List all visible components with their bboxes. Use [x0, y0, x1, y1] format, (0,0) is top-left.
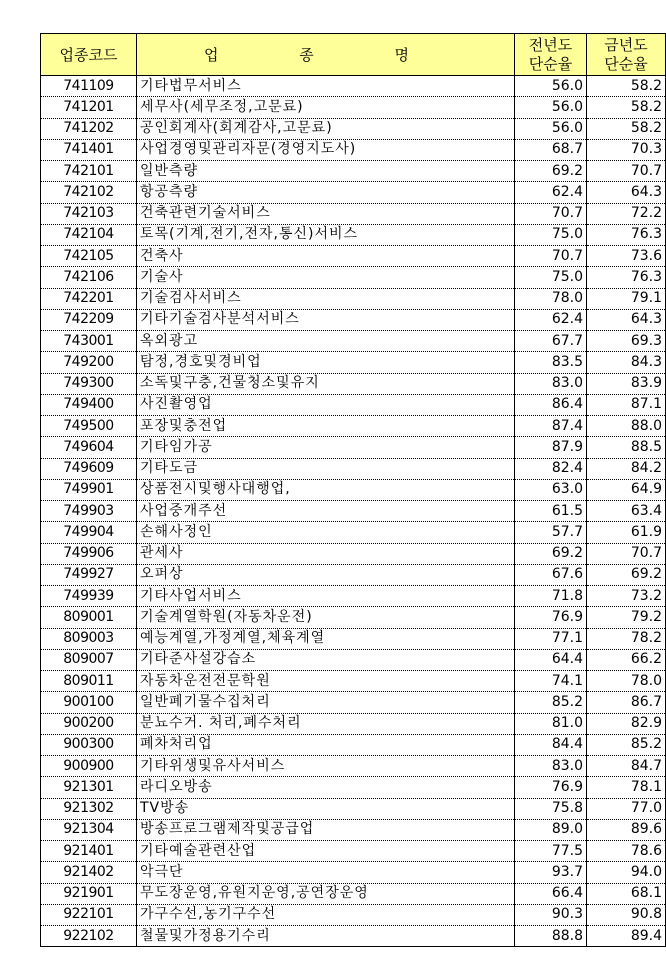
row-prev-rate: 87.9 [515, 437, 587, 458]
row-name: 기술사 [137, 267, 515, 288]
row-curr-rate: 72.2 [587, 203, 666, 224]
row-curr-rate: 94.0 [587, 862, 666, 883]
row-curr-rate: 73.6 [587, 246, 666, 267]
table-row [41, 76, 666, 97]
row-code: 749500 [41, 416, 137, 437]
table-row [41, 628, 666, 649]
row-name: 기타예술관련산업 [137, 841, 515, 862]
table-row [41, 161, 666, 182]
row-prev-rate: 81.0 [515, 713, 587, 734]
row-name: 방송프로그램제작및공급업 [137, 819, 515, 840]
table-row [41, 883, 666, 904]
header-prev-line1: 전년도 [528, 35, 573, 54]
row-name: 기술계열학원(자동차운전) [137, 607, 515, 628]
row-code: 749904 [41, 522, 137, 543]
row-prev-rate: 77.5 [515, 841, 587, 862]
row-code: 742209 [41, 309, 137, 330]
table-row [41, 394, 666, 415]
row-prev-rate: 62.4 [515, 182, 587, 203]
row-curr-rate: 64.3 [587, 309, 666, 330]
row-code: 749903 [41, 501, 137, 522]
header-code: 업종코드 [41, 34, 137, 76]
row-name: 철물및가정용기수리 [137, 926, 515, 947]
table-row [41, 373, 666, 394]
row-name: 오퍼상 [137, 564, 515, 585]
header-prev-line2: 단순율 [528, 54, 573, 73]
row-code: 921302 [41, 798, 137, 819]
table-row [41, 777, 666, 798]
row-prev-rate: 62.4 [515, 309, 587, 330]
row-code: 741109 [41, 76, 137, 97]
row-prev-rate: 86.4 [515, 394, 587, 415]
row-name: 공인회계사(회계감사,고문료) [137, 118, 515, 139]
row-name: 기타법무서비스 [137, 76, 515, 97]
row-curr-rate: 63.4 [587, 501, 666, 522]
row-code: 900900 [41, 756, 137, 777]
row-curr-rate: 79.2 [587, 607, 666, 628]
table-row [41, 246, 666, 267]
row-prev-rate: 61.5 [515, 501, 587, 522]
row-curr-rate: 78.2 [587, 628, 666, 649]
row-name: 건축관련기술서비스 [137, 203, 515, 224]
row-name: 토목(기계,전기,전자,통신)서비스 [137, 224, 515, 245]
table-row [41, 458, 666, 479]
row-name: 상품전시및행사대행업, [137, 479, 515, 500]
row-code: 809003 [41, 628, 137, 649]
row-code: 749906 [41, 543, 137, 564]
row-curr-rate: 90.8 [587, 904, 666, 925]
row-prev-rate: 76.9 [515, 607, 587, 628]
row-curr-rate: 78.0 [587, 671, 666, 692]
table-row [41, 607, 666, 628]
row-name: 건축사 [137, 246, 515, 267]
row-curr-rate: 87.1 [587, 394, 666, 415]
header-curr-rate [587, 34, 666, 76]
table-row [41, 904, 666, 925]
row-code: 741401 [41, 139, 137, 160]
row-name: 소독및구충,건물청소및유지 [137, 373, 515, 394]
row-prev-rate: 67.7 [515, 331, 587, 352]
row-name: 기타임가공 [137, 437, 515, 458]
row-code: 900200 [41, 713, 137, 734]
row-curr-rate: 58.2 [587, 76, 666, 97]
row-name: 라디오방송 [137, 777, 515, 798]
row-name: TV방송 [137, 798, 515, 819]
row-prev-rate: 68.7 [515, 139, 587, 160]
row-name: 무도장운영,유원지운영,공연장운영 [137, 883, 515, 904]
row-curr-rate: 84.2 [587, 458, 666, 479]
row-name: 기타도금 [137, 458, 515, 479]
row-curr-rate: 68.1 [587, 883, 666, 904]
row-prev-rate: 56.0 [515, 118, 587, 139]
row-prev-rate: 85.2 [515, 692, 587, 713]
row-curr-rate: 89.4 [587, 926, 666, 947]
row-code: 921402 [41, 862, 137, 883]
row-prev-rate: 63.0 [515, 479, 587, 500]
table-row [41, 649, 666, 670]
row-code: 749927 [41, 564, 137, 585]
row-prev-rate: 75.0 [515, 267, 587, 288]
row-prev-rate: 70.7 [515, 246, 587, 267]
row-prev-rate: 76.9 [515, 777, 587, 798]
row-name: 폐차처리업 [137, 734, 515, 755]
table-row [41, 437, 666, 458]
table-row [41, 522, 666, 543]
row-prev-rate: 83.5 [515, 352, 587, 373]
row-code: 749609 [41, 458, 137, 479]
row-prev-rate: 71.8 [515, 586, 587, 607]
row-curr-rate: 78.1 [587, 777, 666, 798]
row-name: 기타사업서비스 [137, 586, 515, 607]
row-prev-rate: 75.0 [515, 224, 587, 245]
table-row [41, 734, 666, 755]
row-name: 기타준사설강습소 [137, 649, 515, 670]
table-row [41, 564, 666, 585]
row-prev-rate: 88.8 [515, 926, 587, 947]
table-row [41, 586, 666, 607]
row-name: 가구수선,농기구수선 [137, 904, 515, 925]
row-curr-rate: 70.3 [587, 139, 666, 160]
row-prev-rate: 64.4 [515, 649, 587, 670]
row-prev-rate: 66.4 [515, 883, 587, 904]
row-prev-rate: 74.1 [515, 671, 587, 692]
row-prev-rate: 78.0 [515, 288, 587, 309]
row-code: 741202 [41, 118, 137, 139]
row-name: 옥외광고 [137, 331, 515, 352]
row-code: 921301 [41, 777, 137, 798]
row-code: 900100 [41, 692, 137, 713]
row-code: 742201 [41, 288, 137, 309]
row-prev-rate: 70.7 [515, 203, 587, 224]
table-row [41, 352, 666, 373]
row-curr-rate: 58.2 [587, 97, 666, 118]
row-name: 항공측량 [137, 182, 515, 203]
row-curr-rate: 64.3 [587, 182, 666, 203]
row-prev-rate: 77.1 [515, 628, 587, 649]
table-row [41, 203, 666, 224]
table-row [41, 139, 666, 160]
row-curr-rate: 86.7 [587, 692, 666, 713]
row-code: 741201 [41, 97, 137, 118]
table-row [41, 756, 666, 777]
row-name: 일반폐기물수집처리 [137, 692, 515, 713]
row-curr-rate: 89.6 [587, 819, 666, 840]
row-curr-rate: 78.6 [587, 841, 666, 862]
row-curr-rate: 77.0 [587, 798, 666, 819]
table-row [41, 798, 666, 819]
row-curr-rate: 70.7 [587, 161, 666, 182]
row-curr-rate: 82.9 [587, 713, 666, 734]
row-prev-rate: 83.0 [515, 373, 587, 394]
row-code: 742104 [41, 224, 137, 245]
row-name: 예능계열,가정계열,체육계열 [137, 628, 515, 649]
row-name: 기타기술검사분석서비스 [137, 309, 515, 330]
row-curr-rate: 64.9 [587, 479, 666, 500]
row-name: 악극단 [137, 862, 515, 883]
row-name: 사업중개주선 [137, 501, 515, 522]
row-prev-rate: 67.6 [515, 564, 587, 585]
row-name: 포장및충전업 [137, 416, 515, 437]
row-prev-rate: 84.4 [515, 734, 587, 755]
row-name: 기술검사서비스 [137, 288, 515, 309]
row-name: 손해사정인 [137, 522, 515, 543]
row-curr-rate: 83.9 [587, 373, 666, 394]
row-name: 일반측량 [137, 161, 515, 182]
row-code: 742101 [41, 161, 137, 182]
table-header-row [41, 34, 666, 76]
table-row [41, 331, 666, 352]
row-code: 742102 [41, 182, 137, 203]
table-row [41, 224, 666, 245]
table-row [41, 841, 666, 862]
header-name: 업 종 명 [137, 34, 515, 76]
row-code: 742105 [41, 246, 137, 267]
row-prev-rate: 82.4 [515, 458, 587, 479]
row-code: 749939 [41, 586, 137, 607]
simple-rate-table [40, 33, 666, 947]
row-name: 세무사(세무조정,고문료) [137, 97, 515, 118]
row-name: 관세사 [137, 543, 515, 564]
row-code: 809011 [41, 671, 137, 692]
table-row [41, 182, 666, 203]
row-code: 921901 [41, 883, 137, 904]
row-name: 자동차운전전문학원 [137, 671, 515, 692]
table-row [41, 692, 666, 713]
row-curr-rate: 66.2 [587, 649, 666, 670]
row-prev-rate: 87.4 [515, 416, 587, 437]
table-row [41, 267, 666, 288]
row-prev-rate: 56.0 [515, 97, 587, 118]
row-code: 749200 [41, 352, 137, 373]
row-code: 921304 [41, 819, 137, 840]
row-curr-rate: 70.7 [587, 543, 666, 564]
row-prev-rate: 89.0 [515, 819, 587, 840]
row-prev-rate: 56.0 [515, 76, 587, 97]
row-code: 809007 [41, 649, 137, 670]
row-code: 749604 [41, 437, 137, 458]
row-name: 분뇨수거. 처리,폐수처리 [137, 713, 515, 734]
row-code: 749300 [41, 373, 137, 394]
row-curr-rate: 84.7 [587, 756, 666, 777]
row-code: 742103 [41, 203, 137, 224]
table-row [41, 288, 666, 309]
table-row [41, 926, 666, 947]
table-row [41, 543, 666, 564]
row-code: 922102 [41, 926, 137, 947]
row-prev-rate: 75.8 [515, 798, 587, 819]
row-prev-rate: 93.7 [515, 862, 587, 883]
table-row [41, 309, 666, 330]
row-curr-rate: 76.3 [587, 267, 666, 288]
table-row [41, 671, 666, 692]
row-prev-rate: 69.2 [515, 161, 587, 182]
row-code: 921401 [41, 841, 137, 862]
row-curr-rate: 79.1 [587, 288, 666, 309]
table-row [41, 819, 666, 840]
row-code: 922101 [41, 904, 137, 925]
row-prev-rate: 69.2 [515, 543, 587, 564]
row-name: 사진촬영업 [137, 394, 515, 415]
row-curr-rate: 73.2 [587, 586, 666, 607]
row-prev-rate: 57.7 [515, 522, 587, 543]
row-curr-rate: 69.2 [587, 564, 666, 585]
header-prev-rate [515, 34, 587, 76]
row-name: 사업경영및관리자문(경영지도사) [137, 139, 515, 160]
table-row [41, 118, 666, 139]
table-row [41, 713, 666, 734]
row-curr-rate: 88.5 [587, 437, 666, 458]
row-code: 749901 [41, 479, 137, 500]
row-code: 809001 [41, 607, 137, 628]
row-curr-rate: 84.3 [587, 352, 666, 373]
table-row [41, 479, 666, 500]
table-row [41, 862, 666, 883]
row-curr-rate: 58.2 [587, 118, 666, 139]
row-code: 743001 [41, 331, 137, 352]
header-curr-line2: 단순율 [604, 54, 648, 73]
row-curr-rate: 88.0 [587, 416, 666, 437]
row-curr-rate: 69.3 [587, 331, 666, 352]
row-curr-rate: 85.2 [587, 734, 666, 755]
row-prev-rate: 90.3 [515, 904, 587, 925]
row-name: 기타위생및유사서비스 [137, 756, 515, 777]
row-code: 749400 [41, 394, 137, 415]
row-code: 742106 [41, 267, 137, 288]
row-code: 900300 [41, 734, 137, 755]
table-row [41, 501, 666, 522]
table-row [41, 416, 666, 437]
header-curr-line1: 금년도 [604, 35, 648, 54]
row-curr-rate: 76.3 [587, 224, 666, 245]
row-name: 탐정,경호및경비업 [137, 352, 515, 373]
row-prev-rate: 83.0 [515, 756, 587, 777]
table-row [41, 97, 666, 118]
row-curr-rate: 61.9 [587, 522, 666, 543]
